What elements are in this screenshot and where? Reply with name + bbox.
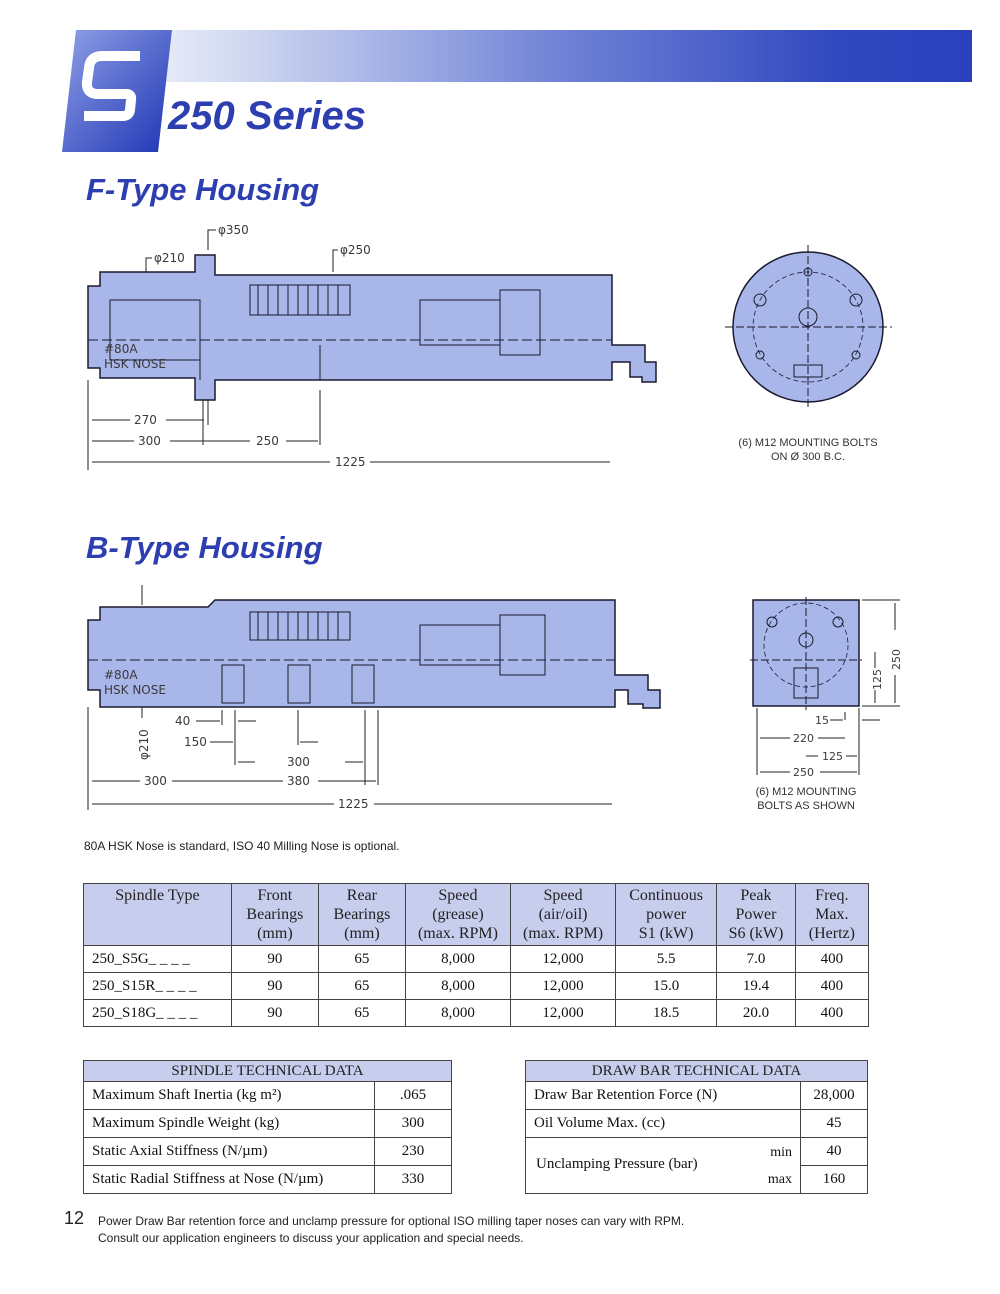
spindle-technical-data-table [83, 1060, 452, 1194]
table-row [84, 973, 869, 1000]
b-caption-line1: (6) M12 MOUNTING [755, 786, 857, 798]
spec-cell: 19.4 [717, 973, 795, 1000]
spec-header-row [84, 884, 869, 946]
spec-header-2: Rear Bearings (mm) [333, 887, 391, 942]
drawbar-unclamp-label: Unclamping Pressure (bar) [536, 1156, 698, 1172]
spindle-tech-label: Static Radial Stiffness at Nose (N/µm) [84, 1166, 375, 1194]
spindle-tech-label: Maximum Spindle Weight (kg) [84, 1110, 375, 1138]
b-end-dim-v125: 125 [871, 669, 884, 690]
spec-cell: 8,000 [405, 973, 510, 1000]
table-row [84, 1000, 869, 1027]
f-dim-d210: φ210 [154, 251, 185, 265]
drawbar-max-label: max [767, 1171, 792, 1187]
f-caption-line1: (6) M12 MOUNTING BOLTS [738, 437, 878, 449]
spec-cell: 12,000 [511, 973, 616, 1000]
b-end-dim-15: 15 [815, 714, 829, 727]
b-nose-label-2: HSK NOSE [104, 683, 166, 697]
f-dim-d350: φ350 [218, 223, 249, 237]
b-dim-d210: φ210 [137, 729, 151, 760]
table-row [526, 1110, 868, 1138]
f-nose-label-1: #80A [104, 342, 138, 356]
spec-header-7: Freq. Max. (Hertz) [808, 887, 855, 942]
spindle-spec-table [83, 883, 869, 1027]
spec-cell: 90 [231, 1000, 318, 1027]
b-end-dim-250: 250 [793, 766, 814, 779]
spec-cell: 400 [795, 973, 868, 1000]
spec-cell: 65 [318, 973, 405, 1000]
b-dim-1225: 1225 [338, 797, 369, 811]
spec-cell: 250_S5G_ _ _ _ [84, 946, 232, 973]
b-end-dim-220: 220 [793, 732, 814, 745]
drawbar-min-value: 40 [801, 1138, 868, 1166]
drawbar-retention-value: 28,000 [801, 1082, 868, 1110]
spec-cell: 400 [795, 946, 868, 973]
spec-cell: 65 [318, 1000, 405, 1027]
spec-col-header [717, 884, 795, 946]
spec-col-header [231, 884, 318, 946]
table-row [526, 1082, 868, 1110]
drawbar-min-label: min [770, 1144, 792, 1160]
spec-cell: 5.5 [616, 946, 717, 973]
spec-cell: 250_S18G_ _ _ _ [84, 1000, 232, 1027]
drawbar-tech-title: DRAW BAR TECHNICAL DATA [526, 1061, 868, 1082]
footnote-line-2: Consult our application engineers to discuss your application and special needs. [98, 1231, 524, 1245]
f-dim-d250: φ250 [340, 243, 371, 257]
spec-cell: 20.0 [717, 1000, 795, 1027]
spec-header-0: Spindle Type [115, 887, 200, 904]
footnote-line-1: Power Draw Bar retention force and unclamp pressure for optional ISO milling taper noses can vary with RPM. [98, 1214, 685, 1228]
spindle-tech-label: Static Axial Stiffness (N/µm) [84, 1138, 375, 1166]
b-type-title: B-Type Housing [86, 530, 323, 565]
spec-cell: 15.0 [616, 973, 717, 1000]
spec-header-4: Speed (air/oil) (max. RPM) [523, 887, 604, 942]
f-nose-label-2: HSK NOSE [104, 357, 166, 371]
drawbar-unclamp-cell [526, 1138, 801, 1194]
f-type-title: F-Type Housing [86, 172, 320, 207]
f-dim-1225: 1225 [335, 455, 366, 469]
spec-cell: 7.0 [717, 946, 795, 973]
draw-bar-technical-data-table [525, 1060, 868, 1194]
b-end-view-caption [736, 785, 876, 813]
spec-col-header [795, 884, 868, 946]
table-row [526, 1138, 868, 1166]
spec-cell: 90 [231, 973, 318, 1000]
spec-header-1: Front Bearings (mm) [246, 887, 304, 942]
b-dim-300a: 300 [287, 755, 310, 769]
drawbar-max-value: 160 [801, 1166, 868, 1194]
spindle-tech-value: 330 [375, 1166, 452, 1194]
f-caption-line2: ON Ø 300 B.C. [771, 451, 845, 463]
drawbar-retention-label: Draw Bar Retention Force (N) [526, 1082, 801, 1110]
spec-cell: 12,000 [511, 1000, 616, 1027]
spec-cell: 8,000 [405, 946, 510, 973]
page-number: 12 [64, 1208, 85, 1228]
spec-cell: 250_S15R_ _ _ _ [84, 973, 232, 1000]
spec-cell: 90 [231, 946, 318, 973]
b-dim-40: 40 [175, 714, 191, 728]
table-row [84, 1110, 452, 1138]
footnote [98, 1213, 684, 1247]
spindle-tech-label: Maximum Shaft Inertia (kg m²) [84, 1082, 375, 1110]
spec-cell: 12,000 [511, 946, 616, 973]
f-dim-250: 250 [256, 434, 279, 448]
f-dim-270: 270 [134, 413, 157, 427]
b-dim-150: 150 [184, 735, 207, 749]
drawbar-oil-value: 45 [801, 1110, 868, 1138]
f-dim-300: 300 [138, 434, 161, 448]
series-title: 250 Series [168, 94, 366, 138]
spindle-tech-value: 230 [375, 1138, 452, 1166]
spec-col-header [84, 884, 232, 946]
nose-note: 80A HSK Nose is standard, ISO 40 Milling Nose is optional. [84, 839, 400, 853]
spindle-tech-title: SPINDLE TECHNICAL DATA [84, 1061, 452, 1082]
spec-col-header [318, 884, 405, 946]
table-row [84, 1138, 452, 1166]
spindle-tech-value: 300 [375, 1110, 452, 1138]
drawbar-oil-label: Oil Volume Max. (cc) [526, 1110, 801, 1138]
table-row [84, 946, 869, 973]
spec-col-header [405, 884, 510, 946]
spec-col-header [616, 884, 717, 946]
table-row [84, 1166, 452, 1194]
table-row [84, 1082, 452, 1110]
b-dim-300b: 300 [144, 774, 167, 788]
spec-cell: 18.5 [616, 1000, 717, 1027]
spec-cell: 400 [795, 1000, 868, 1027]
spec-cell: 65 [318, 946, 405, 973]
spindle-tech-value: .065 [375, 1082, 452, 1110]
spec-col-header [511, 884, 616, 946]
b-dim-380: 380 [287, 774, 310, 788]
spec-header-6: Peak Power S6 (kW) [728, 887, 784, 942]
spec-cell: 8,000 [405, 1000, 510, 1027]
b-caption-line2: BOLTS AS SHOWN [757, 800, 855, 812]
b-end-dim-125: 125 [822, 750, 843, 763]
b-type-end-view [750, 597, 862, 710]
spec-header-5: Continuous power S1 (kW) [629, 887, 704, 942]
b-end-dim-v250: 250 [890, 649, 903, 670]
spec-header-3: Speed (grease) (max. RPM) [417, 887, 498, 942]
b-nose-label-1: #80A [104, 668, 138, 682]
